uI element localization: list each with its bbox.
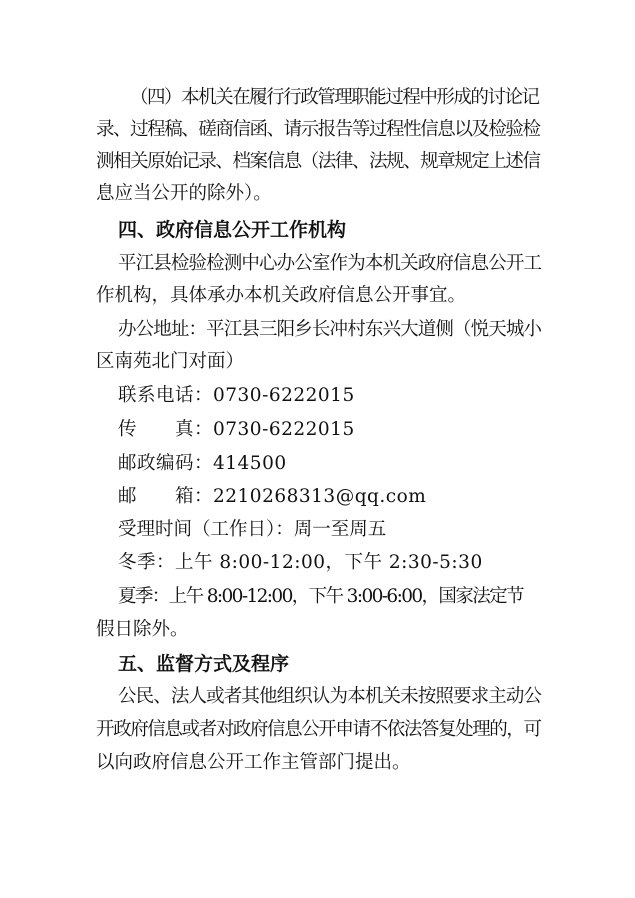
paragraph-4-line-3 xyxy=(96,150,541,174)
contact-hours: 受理时间（工作日）：周一至周五 xyxy=(118,519,387,540)
contact-phone: 联系电话：0730-6222015 xyxy=(118,385,355,406)
contact-summer-hours-line-2 xyxy=(96,618,189,642)
section-4-heading: 四、政府信息公开工作机构 xyxy=(118,219,347,241)
paragraph-4-line-1 xyxy=(130,86,540,110)
contact-postcode: 邮政编码：414500 xyxy=(118,453,287,474)
section-4-body-line-1 xyxy=(118,252,542,276)
contact-winter-hours: 冬季：上午 8:00-12:00，下午 2:30-5:30 xyxy=(118,552,483,573)
text: （四）本机关在履行行政管理职能过程中形成的讨论记 xyxy=(130,87,539,108)
paragraph-4-line-2 xyxy=(96,118,541,142)
text: 测相关原始记录、档案信息（法律、法规、规章规定上述信 xyxy=(96,151,540,172)
text: 开政府信息或者对政府信息公开申请不依法答复处理的，可 xyxy=(96,719,541,740)
contact-email: 邮 箱：2210268313@qq.com xyxy=(118,486,427,507)
contact-summer-hours-line-1 xyxy=(118,585,542,609)
text: 区南苑北门对面） xyxy=(96,351,245,372)
section-4-body-line-2 xyxy=(96,284,466,308)
text: 以向政府信息公开工作主管部门提出。 xyxy=(96,752,411,773)
text: 作机构，具体承办本机关政府信息公开事宜。 xyxy=(96,285,467,306)
text: 平江县检验检测中心办公室作为本机关政府信息公开工 xyxy=(118,253,542,274)
section-5-body-line-3 xyxy=(96,751,411,775)
address-line-1 xyxy=(118,318,542,342)
text: 办公地址：平江县三阳乡长冲村东兴大道侧（悦天城小 xyxy=(118,319,542,340)
text: 录、过程稿、磋商信函、请示报告等过程性信息以及检验检 xyxy=(96,119,540,140)
contact-fax: 传 真：0730-6222015 xyxy=(118,419,355,440)
paragraph-4-line-4 xyxy=(96,182,272,206)
section-5-body-line-1 xyxy=(118,685,542,709)
section-5-body-line-2 xyxy=(96,718,542,742)
text: 息应当公开的除外）。 xyxy=(96,183,272,204)
text: 夏季：上午 8:00-12:00，下午 3:00-6:00，国家法定节 xyxy=(118,586,523,607)
text: 公民、法人或者其他组织认为本机关未按照要求主动公 xyxy=(118,686,542,707)
text: 假日除外。 xyxy=(96,619,189,640)
address-line-2 xyxy=(96,350,244,374)
section-5-heading: 五、监督方式及程序 xyxy=(118,653,290,675)
